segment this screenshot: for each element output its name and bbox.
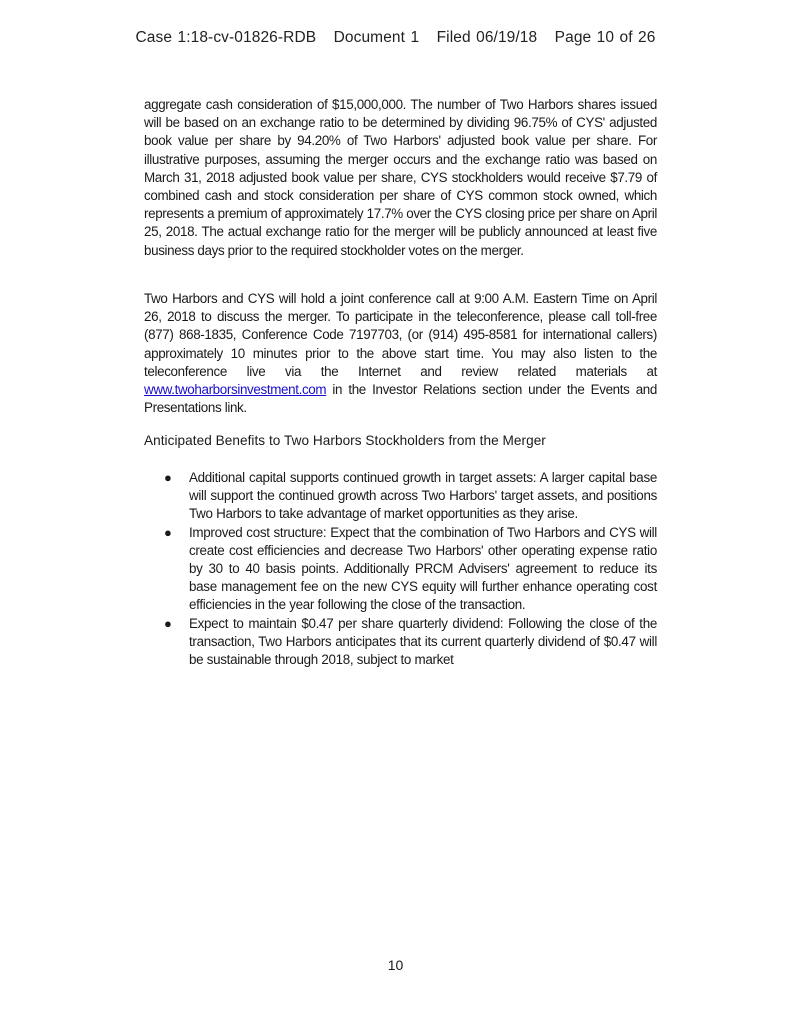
bullet-icon: ● [164,470,172,485]
paragraph-conference-call [144,290,657,417]
benefit-item [144,524,657,615]
benefit-item [144,469,657,524]
paragraph-merger-consideration: aggregate cash consideration of $15,000,000. The number of Two Harbors shares issued will be based on an exchange ratio to be determined by dividing 96.75% of CYS' adjusted book value per share by 94.20% of Two Harbors' adjusted book value per share. For illustrative purposes, assuming the merger occurs and the exchange ratio was based on March 31, 2018 adjusted book value per share, CYS stockholders would receive $7.79 of combined cash and stock consideration per share of CYS common stock owned, which represents a premium of approximately 17.7% over the CYS closing price per share on April 25, 2018. The actual exchange ratio for the merger will be publicly announced at least five business days prior to the required stockholder votes on the merger. [144,97,657,258]
bullet-icon: ● [164,524,172,540]
benefit-text: Additional capital supports continued growth in target assets: A larger capital base will support the continued growth across Two Harbors' target assets, and positions Two Harbors to take advantage of market opportunities as they arise. [189,470,657,522]
benefit-text: Improved cost structure: Expect that the combination of Two Harbors and CYS will create cost efficiencies and decrease Two Harbors' other operating expense ratio by 30 to 40 basis points. Additionally PRCM Advisers' agreement to reduce its base management fee on the new CYS equity will further enhance operating cost efficiencies in the year following the close of the transaction. [189,524,657,613]
conference-call-text-end: in the Investor Relations section under the Events and Presentations link. [144,382,657,416]
filed-date: Filed 06/19/18 [436,29,538,46]
benefit-text: Expect to maintain $0.47 per share quarterly dividend: Following the close of the transaction, Two Harbors anticipates that its current quarterly dividend of $0.47 will be sustainable through 2018, subject to market [189,615,657,668]
conference-call-text: Two Harbors and CYS will hold a joint conference call at 9:00 A.M. Eastern Time on April 26, 2018 to discuss the merger. To participate in the teleconference, please call toll-free (877) 868-1835, Conference Code 7197703, (or (914) 495-8581 for international callers) approximately 10 minutes prior to the above start time. You may also listen to the teleconference live via the Internet and review related materials at [144,291,657,379]
benefits-list [144,469,657,669]
investor-website-link[interactable]: www.twoharborsinvestment.com [144,382,327,398]
page-indicator: Page 10 of 26 [554,29,656,46]
case-number: Case 1:18-cv-01826-RDB [135,29,317,46]
page-number: 10 [387,957,404,973]
bullet-icon: ● [164,615,172,631]
benefit-item [144,615,657,670]
document-number: Document 1 [333,29,420,46]
case-header [0,29,791,47]
section-heading: Anticipated Benefits to Two Harbors Stockholders from the Merger [144,433,546,448]
